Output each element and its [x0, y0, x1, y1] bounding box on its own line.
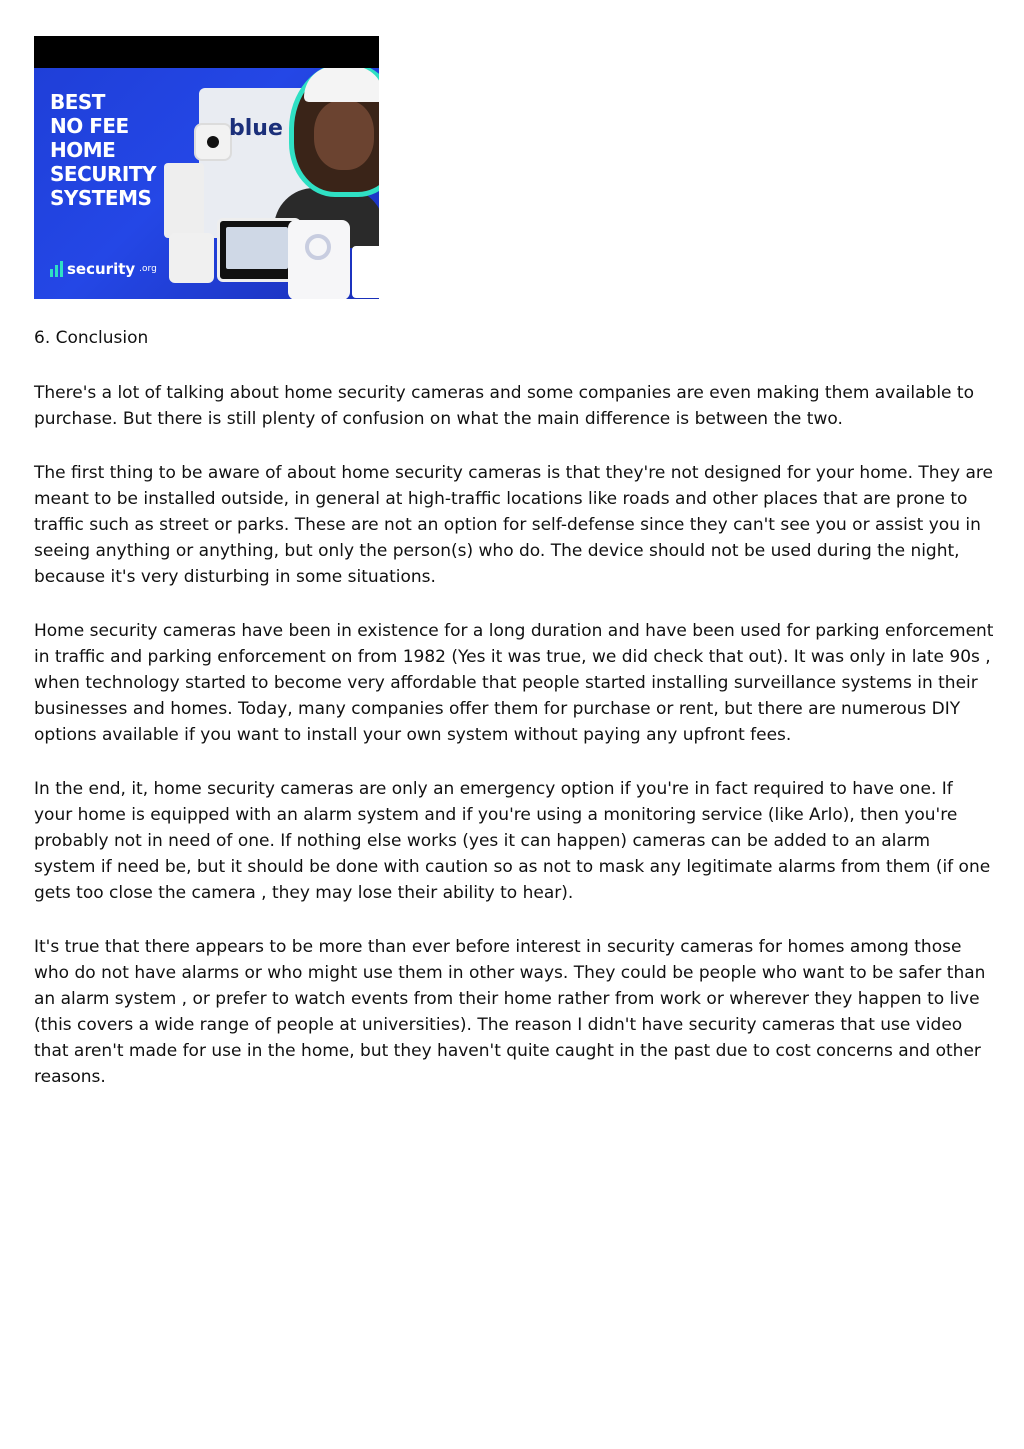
- headline-line: HOME: [50, 138, 116, 162]
- headline-line: SYSTEMS: [50, 186, 152, 210]
- camera-icon: [194, 123, 232, 161]
- hub-graphic: [288, 220, 350, 299]
- person-cap: [304, 68, 379, 102]
- section-heading: 6. Conclusion: [34, 328, 149, 348]
- sensor-graphic: [164, 163, 204, 238]
- keypad-graphic: [352, 246, 379, 298]
- paragraph: There's a lot of talking about home security cameras and some companies are even making them available to purchase. But there is still plenty of confusion on what the main difference is between the two.: [34, 383, 974, 429]
- brand-mark-icon: [50, 261, 63, 277]
- person-face: [314, 100, 374, 170]
- paragraph: The first thing to be aware of about home security cameras is that they're not designed for your home. They are meant to be installed outside, in general at high-traffic locations like roads and other places that are prone to traffic such as street or parks. These are not an option for self-defense since they can't see you or assist you in seeing anything or anything, but only the person(s) who do. The device should not be used during the night, because it's very disturbing in some situations.: [34, 463, 993, 587]
- thumbnail-image: [34, 68, 379, 299]
- brand-name: security: [67, 260, 136, 278]
- product-logo: blue: [229, 116, 283, 141]
- eufy-device-graphic: [169, 233, 214, 283]
- headline-line: BEST: [50, 90, 105, 114]
- headline-line: NO FEE: [50, 114, 129, 138]
- brand-suffix: .org: [139, 264, 157, 274]
- video-thumbnail[interactable]: [34, 36, 379, 295]
- paragraph: Home security cameras have been in existence for a long duration and have been used for parking enforcement in traffic and parking enforcement on from 1982 (Yes it was true, we did check that out). It was only in late 90s , when technology started to become very affordable that people started installing surveillance systems in their businesses and homes. Today, many companies offer them for purchase or rent, but there are numerous DIY options available if you want to install your own system without paying any upfront fees.: [34, 621, 994, 745]
- brand-logo: [50, 260, 157, 278]
- thumbnail-headline: [50, 90, 156, 210]
- paragraph: In the end, it, home security cameras are only an emergency option if you're in fact required to have one. If your home is equipped with an alarm system and if you're using a monitoring service (like Arlo), then you're probably not in need of one. If nothing else works (yes it can happen) cameras can be added to an alarm system if need be, but it should be done with caution so as not to mask any legitimate alarms from them (if one gets too close the camera , they may lose their ability to hear).: [34, 779, 991, 903]
- headline-line: SECURITY: [50, 162, 156, 186]
- paragraph: It's true that there appears to be more than ever before interest in security cameras for homes among those who do not have alarms or who might use them in other ways. They could be people who want to be safer than an alarm system , or prefer to watch events from their home rather from work or wherever they happen to live (this covers a wide range of people at universities). The reason I didn't have security cameras that use video that aren't made for use in the home, but they haven't quite caught in the past due to cost concerns and other reasons.: [34, 937, 986, 1087]
